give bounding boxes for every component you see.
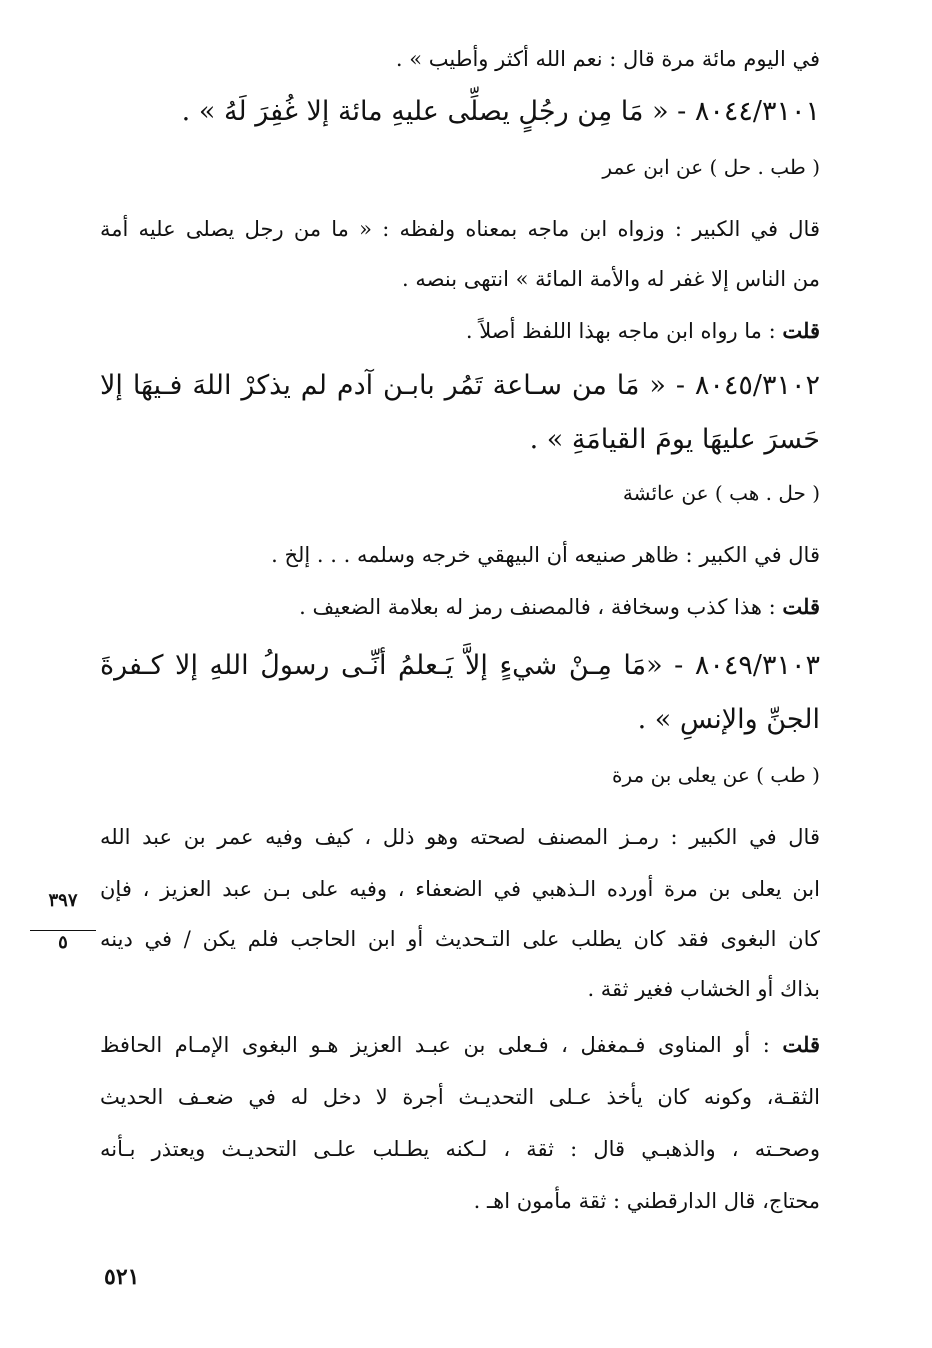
- margin-volume-page: ٣٩٧: [48, 890, 78, 911]
- note-line-3: [100, 1030, 820, 1060]
- hadith-8049-line-2: الجنِّ والإنسِ » .: [637, 704, 820, 735]
- hadith-source-8045: ( حل . هب ) عن عائشة: [622, 481, 820, 505]
- note-text: : ما رواه ابن ماجه بهذا اللفظ أصلاً .: [465, 319, 776, 343]
- note-text: : أو المناوى فـمغفل ، فـعلى بن عبـد العزيز هـو البغوى الإمـام الحافظ: [100, 1033, 770, 1057]
- hadith-8045-line-2: حَسرَ عليهَا يومَ القيامَةِ » .: [529, 424, 820, 455]
- margin-part: ٥: [58, 932, 68, 953]
- commentary-line-6: كان البغوى فقد كان يطلب على التـحديث أو ابن الحاجب فلم يكن / في دينه: [100, 927, 820, 951]
- qultu-label: قلت: [782, 1032, 820, 1057]
- note-line-4: الثقـة، وكونه كان يأخذ عـلى التحديـث أجرة لا دخل له في ضعـف الحديث: [100, 1085, 820, 1109]
- text-line-1: في اليوم مائة مرة قال : نعم الله أكثر وأطيب » .: [395, 47, 820, 71]
- commentary-line-4: قال في الكبير : رمـز المصنف لصحته وهو ذلل ، كيف وفيه عمر بن عبد الله: [100, 825, 820, 849]
- commentary-line-7: بذاك أو الخشاب فغير ثقة .: [587, 977, 820, 1001]
- qultu-label: قلت: [782, 594, 820, 619]
- note-line-2: [100, 592, 820, 622]
- hadith-source-8049: ( طب ) عن يعلى بن مرة: [612, 763, 820, 787]
- note-line-5: وصحـته ، والذهبـي قال : ثقة ، لـكنه يطـلب علـى التحديـث ويعتذر بـأنه: [100, 1137, 820, 1161]
- margin-divider: [30, 930, 96, 931]
- commentary-line-3: قال في الكبير : ظاهر صنيعه أن البيهقي خرجه وسلمه . . . إلخ .: [271, 543, 820, 567]
- hadith-source-8044: ( طب . حل ) عن ابن عمر: [602, 155, 820, 179]
- commentary-line-2: من الناس إلا غفر له والأمة المائة » انتهى بنصه .: [402, 267, 820, 291]
- hadith-8049-line-1: ٨٠٤٩/٣١٠٣ - «مَا مِـنْ شيءٍ إلاَّ يَـعلمُ أنِّـى رسولُ اللهِ إلا كـفرةَ: [100, 650, 820, 681]
- hadith-8044: ٨٠٤٤/٣١٠١ - « مَا مِن رجُلٍ يصلِّى عليهِ مائة إلا غُفِرَ لَهُ » .: [181, 96, 820, 127]
- commentary-line-1: قال في الكبير : وزواه ابن ماجه بمعناه ولفظه : « ما من رجل يصلى عليه أمة: [100, 217, 820, 241]
- note-text: : هذا كذب وسخافة ، فالمصنف رمز له بعلامة الضعيف .: [299, 595, 776, 619]
- note-line-1: [100, 316, 820, 346]
- hadith-8045-line-1: ٨٠٤٥/٣١٠٢ - « مَا من سـاعة تَمُر بابـن آدم لم يذكرْ اللهَ فـيهَا إلا: [100, 370, 820, 401]
- qultu-label: قلت: [782, 318, 820, 343]
- note-line-6: محتاج، قال الدارقطني : ثقة مأمون اهـ .: [473, 1189, 820, 1213]
- commentary-line-5: ابن يعلى بن مرة أورده الـذهبي في الضعفاء ، وفيه على بـن عبد العزيز ، فإن: [100, 877, 820, 901]
- page-number: ٥٢١: [104, 1264, 140, 1290]
